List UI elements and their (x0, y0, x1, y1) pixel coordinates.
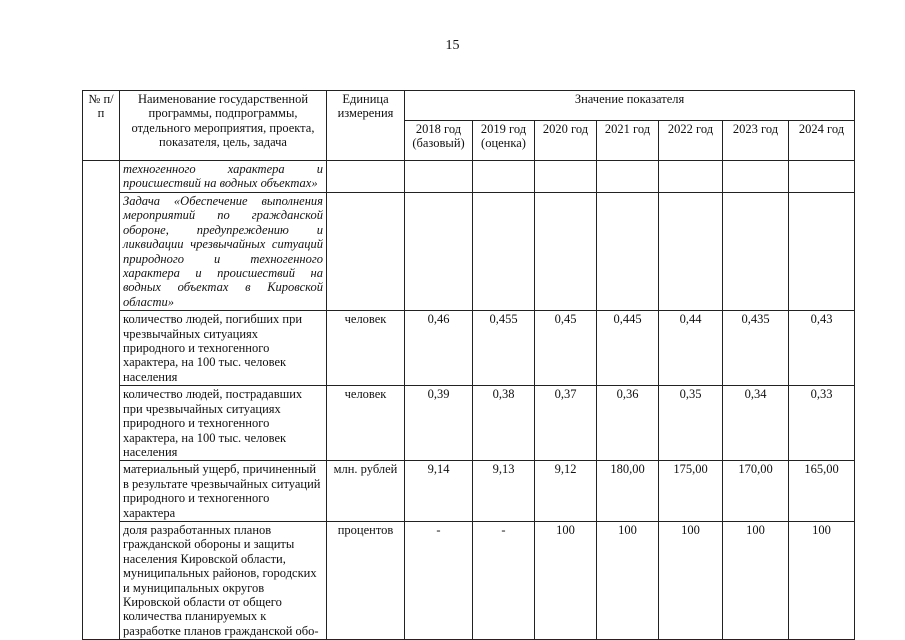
indicator-value: 0,455 (473, 311, 535, 386)
header-year: 2022 год (659, 121, 723, 161)
indicator-value: 180,00 (597, 461, 659, 522)
table-row (83, 161, 855, 193)
indicator-value: 0,39 (405, 386, 473, 461)
indicator-name: доля разработанных планов гражданской обороны и защиты населения Кировской области, муниципальных районов, городских и муниципальных округов Кировской области от общего количества планируемых к разработке планов гражданской обо- (120, 521, 327, 639)
indicator-unit: процентов (327, 521, 405, 639)
header-year: 2019 год (оценка) (473, 121, 535, 161)
indicators-table (82, 90, 855, 640)
indicator-unit: млн. рублей (327, 461, 405, 522)
indicator-value: 100 (597, 521, 659, 639)
indicator-value: 165,00 (789, 461, 855, 522)
indicator-value: 0,46 (405, 311, 473, 386)
indicator-value: 9,14 (405, 461, 473, 522)
indicator-value: 100 (535, 521, 597, 639)
indicator-value: 100 (659, 521, 723, 639)
continuation-text: техногенного характера и происшествий на водных объектах» (120, 161, 327, 193)
header-col-values: Значение показателя (405, 91, 855, 121)
indicator-value: 0,43 (789, 311, 855, 386)
indicator-value: 9,12 (535, 461, 597, 522)
table-row (83, 193, 855, 311)
indicator-value: 0,37 (535, 386, 597, 461)
header-row (83, 91, 855, 121)
header-col-unit: Единица измерения (327, 91, 405, 161)
header-year: 2023 год (723, 121, 789, 161)
indicator-value: 0,34 (723, 386, 789, 461)
indicator-unit: человек (327, 311, 405, 386)
header-col-no: № п/п (83, 91, 120, 161)
indicator-value: 0,44 (659, 311, 723, 386)
indicator-value: 0,45 (535, 311, 597, 386)
indicator-value: 0,38 (473, 386, 535, 461)
header-year: 2021 год (597, 121, 659, 161)
row-number-cell (83, 161, 120, 640)
indicator-name: материальный ущерб, причиненный в результате чрезвычайных ситуаций природного и техногенного характера (120, 461, 327, 522)
indicator-unit: человек (327, 386, 405, 461)
indicator-value: 0,36 (597, 386, 659, 461)
indicator-value: 170,00 (723, 461, 789, 522)
indicator-value: 9,13 (473, 461, 535, 522)
page-number: 15 (445, 38, 460, 53)
indicator-value: 175,00 (659, 461, 723, 522)
table-row (83, 311, 855, 386)
header-year: 2020 год (535, 121, 597, 161)
indicator-value: 0,445 (597, 311, 659, 386)
indicator-name: количество людей, погибших при чрезвычайных ситуациях природного и техногенного характера, на 100 тыс. человек населения (120, 311, 327, 386)
header-col-name: Наименование государственной программы, подпрограммы, отдельного мероприятия, проекта, показателя, цель, задача (120, 91, 327, 161)
indicator-name: количество людей, пострадавших при чрезвычайных ситуациях природного и техногенного характера, на 100 тыс. человек населения (120, 386, 327, 461)
indicator-value: 0,35 (659, 386, 723, 461)
indicator-value: 0,435 (723, 311, 789, 386)
table-row (83, 521, 855, 639)
indicator-value: 100 (723, 521, 789, 639)
indicator-value: 100 (789, 521, 855, 639)
indicator-value: - (473, 521, 535, 639)
header-year: 2024 год (789, 121, 855, 161)
header-year: 2018 год (базовый) (405, 121, 473, 161)
task-text: Задача «Обеспечение выполнения мероприятий по гражданской обороне, предупреждению и ликвидации чрезвычайных ситуаций природного и техногенного характера и происшествий на водных объектах в Кировской области» (120, 193, 327, 311)
indicator-value: - (405, 521, 473, 639)
table-row (83, 386, 855, 461)
table-row (83, 461, 855, 522)
indicator-value: 0,33 (789, 386, 855, 461)
